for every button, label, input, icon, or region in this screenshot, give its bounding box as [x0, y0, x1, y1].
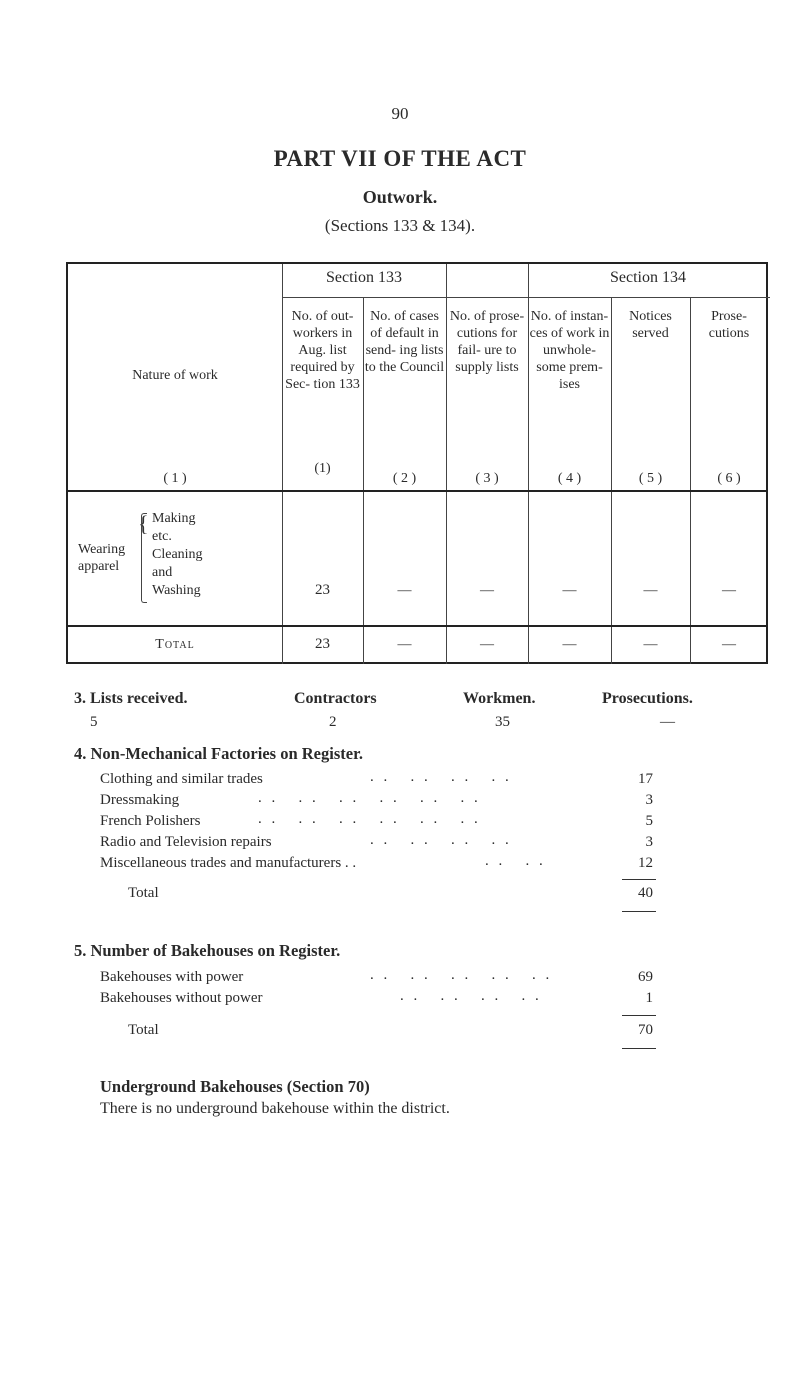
total-value: 40 — [638, 885, 653, 901]
col-number: ( 6 ) — [717, 471, 741, 486]
sum-rule — [622, 879, 656, 880]
col-number: (1) — [314, 461, 331, 476]
list-item-value: 3 — [645, 792, 653, 808]
list-item-label: French Polishers — [100, 813, 201, 829]
col-number: ( 2 ) — [392, 471, 417, 486]
table-cell: — — [562, 637, 577, 652]
nature-of-work-header: Nature of work — [132, 368, 218, 383]
col-number: ( 5 ) — [638, 471, 663, 486]
sum-rule — [622, 911, 656, 912]
underground-heading: Underground Bakehouses (Section 70) — [100, 1077, 370, 1096]
table-cell: — — [480, 637, 494, 652]
leader-dots: . . . . . . . . . . — [370, 967, 553, 983]
workmen-value: 35 — [495, 714, 510, 730]
table-cell: — — [722, 583, 736, 598]
total-value: 70 — [638, 1022, 653, 1038]
non-mechanical-heading: 4. Non-Mechanical Factories on Register. — [74, 744, 363, 763]
sum-rule — [622, 1048, 656, 1049]
leader-dots: . . . . . . . . — [400, 988, 542, 1004]
col-header: No. of out- workers in Aug. list required by Sec- tion 133 — [285, 309, 360, 392]
list-item-value: 12 — [638, 855, 653, 871]
col-number: ( 1 ) — [163, 471, 187, 486]
brace-line — [141, 513, 147, 603]
underground-text: There is no underground bakehouse within the district. — [100, 1100, 450, 1117]
table-cell: — — [562, 583, 577, 598]
category-label: Wearing apparel — [78, 542, 126, 574]
list-item-value: 17 — [638, 771, 653, 787]
col-number: ( 4 ) — [557, 471, 582, 486]
col-header: No. of instan- ces of work in unwhole- some prem- ises — [529, 309, 610, 392]
brace: { — [138, 511, 149, 536]
leader-dots: . . . . . . . . . . . . — [258, 811, 481, 827]
total-label: Total — [155, 637, 195, 652]
leader-dots: . . . . — [485, 853, 546, 869]
total-label: Total — [128, 885, 159, 901]
subitem: and — [152, 565, 173, 580]
prosecutions-value: — — [660, 714, 675, 730]
col-header: No. of prose- cutions for fail- ure to supply lists — [449, 309, 525, 375]
prosecutions-heading: Prosecutions. — [602, 690, 693, 707]
table-cell: — — [397, 637, 412, 652]
table-cell: 23 — [315, 582, 330, 598]
list-item-label: Dressmaking — [100, 792, 180, 808]
table-cell: 23 — [315, 636, 330, 652]
contractors-heading: Contractors — [294, 690, 377, 707]
workmen-heading: Workmen. — [463, 690, 536, 707]
leader-dots: . . . . . . . . — [370, 769, 512, 785]
table-cell: — — [643, 583, 658, 598]
outwork-table — [66, 262, 768, 664]
list-item-value: 69 — [638, 969, 653, 985]
table-cell: — — [643, 637, 658, 652]
subitem: etc. — [152, 529, 172, 544]
list-item-label: Bakehouses without power — [100, 990, 263, 1006]
lists-received-value: 5 — [90, 714, 98, 730]
page-number: 90 — [391, 104, 409, 123]
section-134-header: Section 134 — [610, 269, 686, 286]
list-item-value: 1 — [645, 990, 653, 1006]
leader-dots: . . . . . . . . . . . . — [258, 790, 481, 806]
subitem: Cleaning — [152, 547, 203, 562]
list-item-value: 5 — [645, 813, 653, 829]
list-item-label: Bakehouses with power — [100, 969, 244, 985]
bakehouses-heading: 5. Number of Bakehouses on Register. — [74, 941, 341, 960]
contractors-value: 2 — [329, 714, 337, 730]
table-cell: — — [722, 637, 736, 652]
col-header: No. of cases of default in send- ing lists to the Council — [364, 309, 445, 375]
section-133-header: Section 133 — [326, 269, 402, 286]
list-item-label: Radio and Television repairs — [100, 834, 272, 850]
subitem: Washing — [152, 583, 201, 598]
table-cell: — — [480, 583, 494, 598]
sections-note: (Sections 133 & 134). — [324, 216, 476, 235]
lists-received-heading: 3. Lists received. — [74, 690, 188, 707]
list-item-label: Miscellaneous trades and manufacturers . . — [100, 855, 357, 871]
table-cell: — — [397, 583, 412, 598]
page-title: PART VII OF THE ACT — [273, 146, 527, 171]
total-label: Total — [128, 1022, 159, 1038]
sum-rule — [622, 1015, 656, 1016]
col-header: Prose- cutions — [708, 309, 750, 341]
col-header: Notices served — [629, 309, 672, 341]
subtitle: Outwork. — [362, 187, 438, 207]
list-item-value: 3 — [645, 834, 653, 850]
subitem: Making — [152, 511, 196, 526]
list-item-label: Clothing and similar trades — [100, 771, 263, 787]
col-number: ( 3 ) — [475, 471, 499, 486]
leader-dots: . . . . . . . . — [370, 832, 512, 848]
